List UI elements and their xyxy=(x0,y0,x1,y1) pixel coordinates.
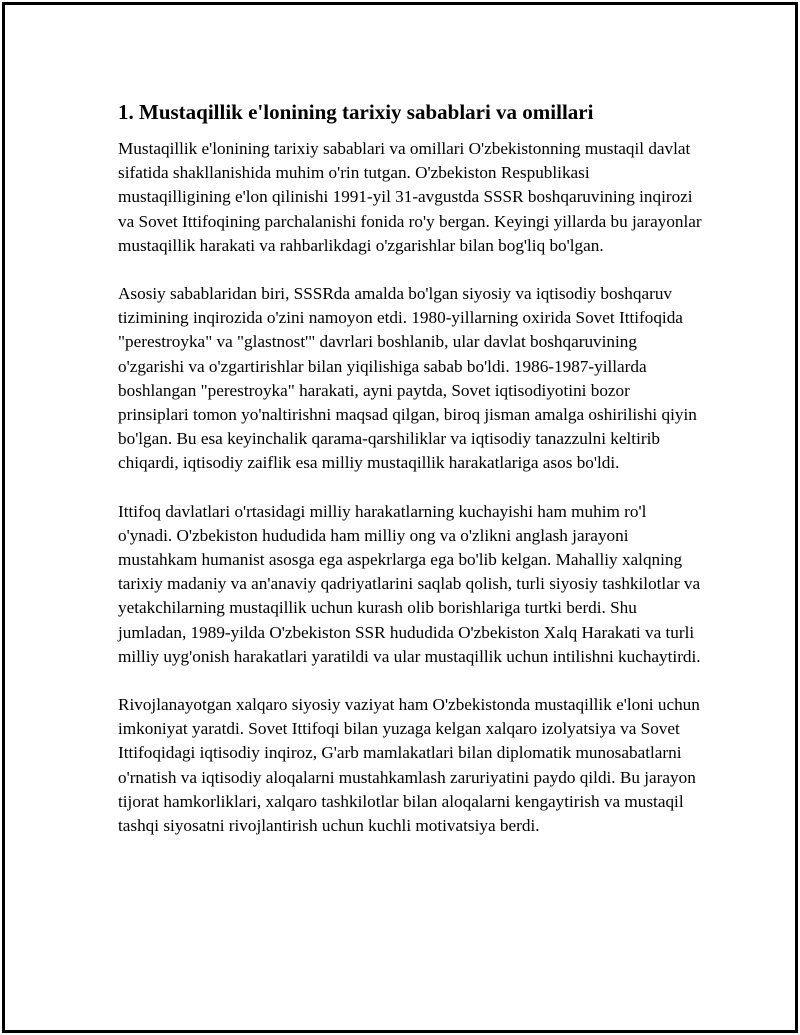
paragraph-1: Mustaqillik e'lonining tarixiy sabablari va omillari O'zbekistonning mustaqil davlat sifatida shakllanishida muhim o'rin tutgan. O'zbekiston Respublikasi mustaqilligining e'lon qilinishi 1991-yil 31-avgustda SSSR boshqaruvining inqirozi va Sovet Ittifoqining parchalanishi fonida ro'y bergan. Keyingi yillarda bu jarayonlar mustaqillik harakati va rahbarlikdagi o'zgarishlar bilan bog'liq bo'lgan. xyxy=(118,139,702,255)
section-heading: 1. Mustaqillik e'lonining tarixiy sabablari va omillari xyxy=(118,100,594,124)
paragraph-4: Rivojlanayotgan xalqaro siyosiy vaziyat ham O'zbekistonda mustaqillik e'loni uchun imkoniyat yaratdi. Sovet Ittifoqi bilan yuzaga kelgan xalqaro izolyatsiya va Sovet Ittifoqidagi iqtisodiy inqiroz, G'arb mamlakatlari bilan diplomatik munosabatlarni o'rnatish va iqtisodiy aloqalarni mustahkamlash zaruriyatini paydo qildi. Bu jarayon tijorat hamkorliklari, xalqaro tashkilotlar bilan aloqalarni kengaytirish va mustaqil tashqi siyosatni rivojlantirish uchun kuchli motivatsiya berdi. xyxy=(118,695,700,836)
document-body xyxy=(118,97,703,862)
page-frame xyxy=(2,2,798,1033)
paragraph-3: Ittifoq davlatlari o'rtasidagi milliy harakatlarning kuchayishi ham muhim ro'l o'ynadi. O'zbekiston hududida ham milliy ong va o'zlikni anglash jarayoni mustahkam humanist asosga ega aspekrlarga ega bo'lib kelgan. Mahalliy xalqning tarixiy madaniy va an'anaviy qadriyatlarini saqlab qolish, turli siyosiy tashkilotlar va yetakchilarning mustaqillik uchun kurash olib borishlariga turtki berdi. Shu jumladan, 1989-yilda O'zbekiston SSR hududida O'zbekiston Xalq Harakati va turli milliy uyg'onish harakatlari yaratildi va ular mustaqillik uchun intilishni kuchaytirdi. xyxy=(118,501,701,666)
paragraph-2: Asosiy sabablaridan biri, SSSRda amalda bo'lgan siyosiy va iqtisodiy boshqaruv tizimining inqirozida o'zini namoyon etdi. 1980-yillarning oxirida Sovet Ittifoqida "perestroyka" va "glastnost'" davrlari boshlanib, ular davlat boshqaruvining o'zgarishi va o'zgartirishlar bilan yiqilishiga sabab bo'ldi. 1986-1987-yillarda boshlangan "perestroyka" harakati, ayni paytda, Sovet iqtisodiyotini bozor prinsiplari tomon yo'naltirishni maqsad qilgan, biroq jisman amalga oshirilishi qiyin bo'lgan. Bu esa keyinchalik qarama-qarshiliklar va iqtisodiy tanazzulni keltirib chiqardi, iqtisodiy zaiflik esa milliy mustaqillik harakatlariga asos bo'ldi. xyxy=(118,284,697,473)
